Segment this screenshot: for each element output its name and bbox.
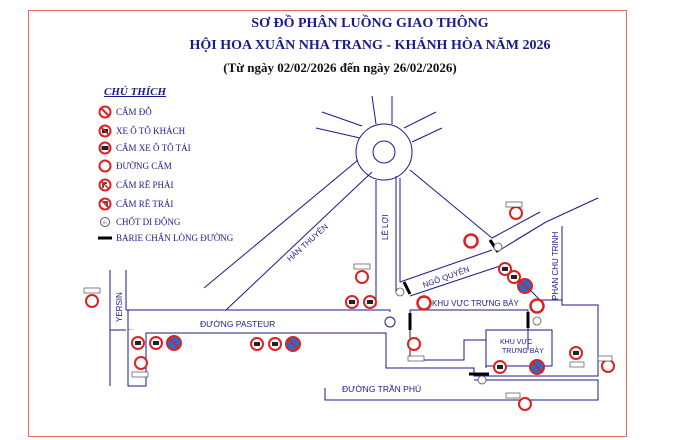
legend-item-road-closed: ĐƯỜNG CẤM bbox=[98, 158, 172, 174]
street-label-phan-chu-trinh: PHAN CHU TRINH bbox=[551, 231, 560, 300]
legend-item-barrier: BARIE CHẮN LÒNG ĐƯỜNG bbox=[98, 230, 233, 246]
road-closed-sign bbox=[531, 300, 544, 313]
street-label-pasteur: ĐƯỜNG PASTEUR bbox=[200, 319, 276, 329]
display-area-2-label-1: KHU VỰC bbox=[500, 339, 533, 346]
checkpoint-marker bbox=[494, 243, 502, 251]
road-closed-sign bbox=[465, 235, 478, 248]
legend-item-checkpoint: 01 CHỐT DI ĐỘNG bbox=[98, 214, 180, 230]
display-area-1-label: KHU VỰC TRƯNG BÀY bbox=[432, 299, 519, 308]
no-right-turn-sign bbox=[408, 338, 420, 350]
date-range: (Từ ngày 02/02/2026 đến ngày 26/02/2026) bbox=[223, 60, 457, 75]
svg-text:01: 01 bbox=[103, 220, 107, 225]
no-left-turn-sign bbox=[356, 271, 368, 283]
checkpoint-marker bbox=[478, 376, 486, 384]
map-subtitle: HỘI HOA XUÂN NHA TRANG - KHÁNH HÒA NĂM 2026 bbox=[189, 38, 551, 53]
legend-title: CHÚ THÍCH bbox=[104, 86, 167, 98]
no-left-turn-sign bbox=[519, 398, 531, 410]
street-label-ngo-quyen: NGÔ QUYÊN bbox=[421, 264, 471, 290]
map-title: SƠ ĐỒ PHÂN LUỒNG GIAO THÔNG bbox=[251, 16, 489, 31]
legend-item-no-parking: CẤM ĐỖ bbox=[98, 104, 152, 120]
street-label-han-thuyen: HÀN THUYÊN bbox=[285, 222, 330, 264]
no-left-turn-sign bbox=[86, 295, 98, 307]
road-closed-sign bbox=[418, 297, 431, 310]
legend-item-no-truck: CẤM XE Ô TÔ TẢI bbox=[98, 140, 191, 156]
legend-item-no-left-turn: CẤM RẼ TRÁI bbox=[98, 196, 173, 212]
street-label-tran-phu: ĐƯỜNG TRẦN PHÚ bbox=[342, 384, 422, 394]
street-label-le-loi: LÊ LỢI bbox=[381, 214, 390, 240]
display-area-2-label-2: TRƯNG BÀY bbox=[502, 348, 544, 355]
no-left-turn-sign bbox=[602, 360, 614, 372]
no-left-turn-sign bbox=[510, 207, 522, 219]
checkpoint-marker bbox=[396, 288, 404, 296]
street-label-yersin: YERSIN bbox=[115, 292, 124, 322]
legend-item-no-right-turn: CẤM RẼ PHẢI bbox=[98, 177, 174, 193]
no-right-turn-sign bbox=[135, 357, 147, 369]
legend-item-no-bus: XE Ô TÔ KHÁCH bbox=[98, 123, 185, 139]
checkpoint-marker bbox=[533, 317, 541, 325]
